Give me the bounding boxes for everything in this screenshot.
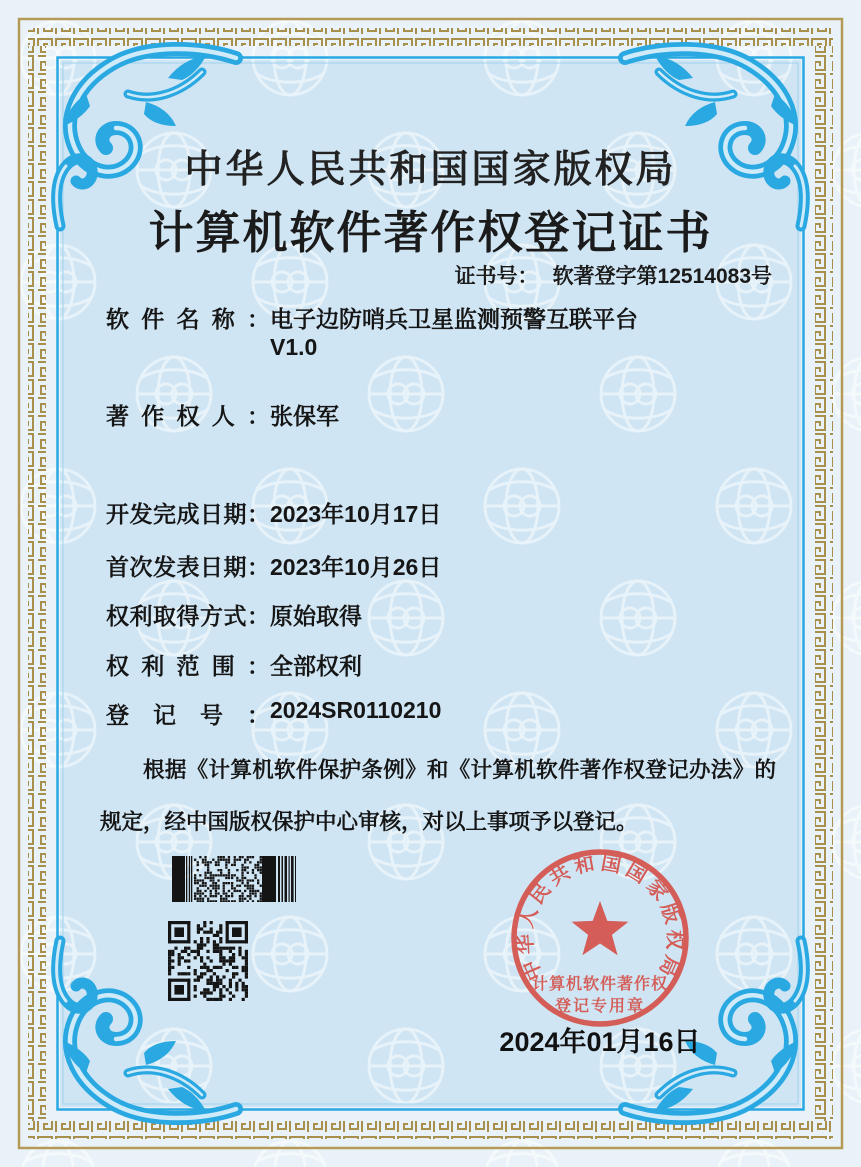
field-copyright-owner (106, 398, 339, 431)
certificate-number-label: 证书号： (454, 265, 539, 288)
seal-arc-text: 中华人民共和国国家版权局 (514, 852, 686, 984)
official-seal-stamp (505, 843, 695, 1033)
field-registration-number (106, 697, 441, 730)
field-label: 软件名称： (106, 306, 270, 332)
field-value: 2024SR0110210 (270, 697, 442, 723)
field-rights-acquisition (106, 598, 362, 631)
field-rights-scope (106, 648, 362, 681)
field-label: 著作权人： (106, 403, 270, 429)
field-value: 2023年10月17日 (270, 501, 442, 527)
barcode (172, 856, 296, 902)
star-icon (572, 901, 629, 955)
field-label: 首次发表日期： (106, 554, 270, 580)
field-value: 2023年10月26日 (270, 554, 442, 580)
field-dev-complete-date (106, 496, 441, 529)
software-version: V1.0 (270, 334, 318, 360)
certificate-title: 计算机软件著作权登记证书 (148, 207, 713, 258)
field-value: 原始取得 (270, 603, 362, 629)
field-label: 权利范围： (106, 653, 270, 679)
issuer-title: 中华人民共和国国家版权局 (184, 149, 677, 191)
field-value: 张保军 (270, 403, 339, 429)
registration-statement: 根据《计算机软件保护条例》和《计算机软件著作权登记办法》的规定，经中国版权保护中心审核，对以上事项予以登记。 (100, 758, 776, 834)
field-value: 全部权利 (270, 653, 362, 679)
seal-inner-line1: 计算机软件著作权 (531, 976, 669, 993)
field-label: 登记号： (106, 702, 270, 728)
certificate-number-value: 软著登字第12514083号 (552, 265, 772, 288)
certificate-number (455, 260, 772, 290)
field-label: 权利取得方式： (106, 603, 270, 629)
issue-date: 2024年01月16日 (499, 1027, 701, 1057)
seal-inner-line2: 登记专用章 (554, 998, 646, 1015)
field-value: 电子边防哨兵卫星监测预警互联平台 (270, 306, 638, 332)
field-first-publish-date (106, 549, 441, 582)
qr-code (168, 921, 248, 1001)
field-software-name (106, 301, 638, 334)
field-label: 开发完成日期： (106, 501, 270, 527)
